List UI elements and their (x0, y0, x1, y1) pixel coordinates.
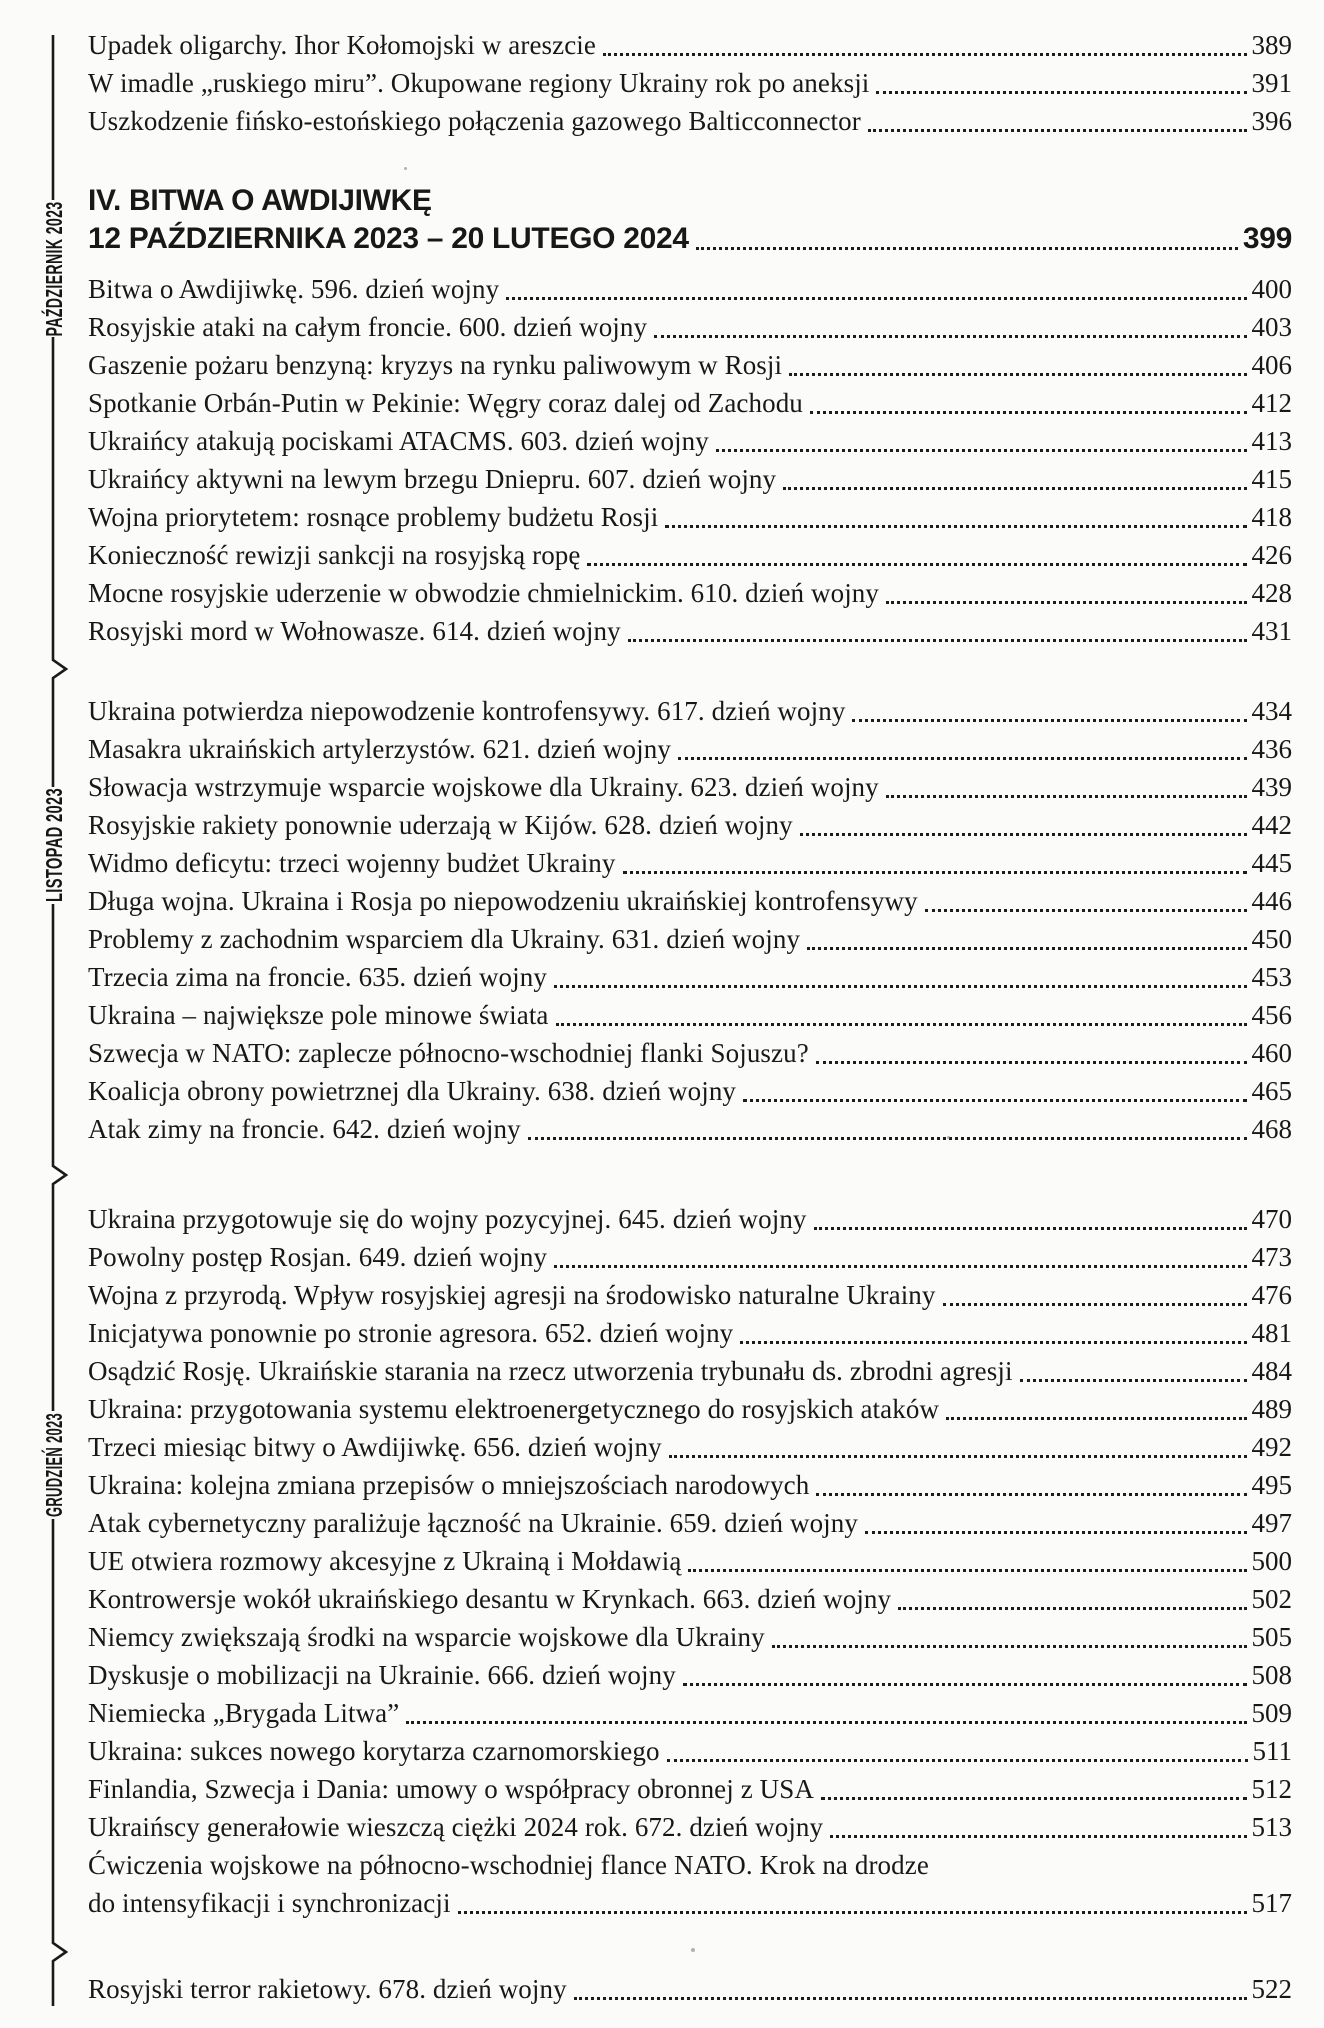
dot-leader (821, 1770, 1247, 1800)
entry-title: Ukraińcy aktywni na lewym brzegu Dniepru. 607. dzień wojny (88, 464, 777, 494)
toc-entry (88, 536, 1292, 574)
entry-title: Finlandia, Szwecja i Dania: umowy o współpracy obronnej z USA (88, 1774, 814, 1804)
dot-leader (772, 1618, 1247, 1648)
dot-leader (800, 806, 1247, 836)
entry-page: 445 (1251, 848, 1292, 878)
dot-leader (678, 730, 1247, 760)
dot-leader (683, 1656, 1247, 1686)
entry-page: 453 (1251, 962, 1292, 992)
toc-entry (88, 1970, 1292, 2008)
entry-title: Ukraina: kolejna zmiana przepisów o mniejszościach narodowych (88, 1470, 810, 1500)
entry-page: 415 (1251, 464, 1292, 494)
entry-title: Atak zimy na froncie. 642. dzień wojny (88, 1114, 521, 1144)
entry-page: 522 (1251, 1974, 1292, 2004)
toc-entry (88, 730, 1292, 768)
dot-leader (946, 1390, 1246, 1420)
toc-entry (88, 1110, 1292, 1148)
entry-title: W imadle „ruskiego miru”. Okupowane regiony Ukrainy rok po aneksji (88, 68, 870, 98)
entry-title: Wojna z przyrodą. Wpływ rosyjskiej agresji na środowisko naturalne Ukrainy (88, 1280, 936, 1310)
dot-leader (886, 768, 1247, 798)
dot-leader (665, 498, 1246, 528)
entry-page: 413 (1251, 426, 1292, 456)
entry-page: 517 (1251, 1888, 1292, 1918)
entry-title: Spotkanie Orbán-Putin w Pekinie: Węgry coraz dalej od Zachodu (88, 388, 803, 418)
entry-page: 412 (1251, 388, 1292, 418)
toc-entry-line2 (88, 1884, 1292, 1922)
entry-title: Inicjatywa ponownie po stronie agresora. 652. dzień wojny (88, 1318, 734, 1348)
toc-entry (88, 1238, 1292, 1276)
toc-entry (88, 346, 1292, 384)
toc-entry (88, 1390, 1292, 1428)
dot-leader (554, 1238, 1246, 1268)
entry-page: 492 (1251, 1432, 1292, 1462)
toc-entry (88, 768, 1292, 806)
toc-entry (88, 1428, 1292, 1466)
entry-title: Upadek oligarchy. Ihor Kołomojski w areszcie (88, 30, 596, 60)
entry-title: Ukraina przygotowuje się do wojny pozycyjnej. 645. dzień wojny (88, 1204, 807, 1234)
entry-page: 391 (1251, 68, 1292, 98)
dot-leader (740, 1314, 1246, 1344)
entry-page: 468 (1251, 1114, 1292, 1144)
toc-group-november (88, 692, 1292, 1148)
toc-entry (88, 1694, 1292, 1732)
entry-title: Gaszenie pożaru benzyną: kryzys na rynku paliwowym w Rosji (88, 350, 783, 380)
dot-leader (814, 1200, 1247, 1230)
dot-leader (816, 1466, 1246, 1496)
toc-entry (88, 574, 1292, 612)
entry-page: 476 (1251, 1280, 1292, 1310)
timeline-month-label: PAŹDZIERNIK 2023 (41, 118, 67, 337)
toc-entry (88, 1656, 1292, 1694)
toc-entry (88, 1732, 1292, 1770)
entry-title: Rosyjski terror rakietowy. 678. dzień wojny (88, 1974, 567, 2004)
toc-entry (88, 1314, 1292, 1352)
toc-group-december (88, 1200, 1292, 1922)
toc-entry (88, 1580, 1292, 1618)
entry-title: Widmo deficytu: trzeci wojenny budżet Ukrainy (88, 848, 616, 878)
entry-page: 500 (1251, 1546, 1292, 1576)
entry-page: 502 (1251, 1584, 1292, 1614)
timeline-month-label: LISTOPAD 2023 (41, 723, 67, 902)
toc-entry (88, 308, 1292, 346)
entry-title: Koalicja obrony powietrznej dla Ukrainy. 638. dzień wojny (88, 1076, 737, 1106)
entry-title: Atak cybernetyczny paraliżuje łączność na Ukrainie. 659. dzień wojny (88, 1508, 858, 1538)
scan-speck (404, 167, 407, 170)
dot-leader (628, 612, 1247, 642)
entry-title: Ukraińcy atakują pociskami ATACMS. 603. dzień wojny (88, 426, 709, 456)
dot-leader (574, 1970, 1247, 2000)
entry-title: Dyskusje o mobilizacji na Ukrainie. 666. dzień wojny (88, 1660, 676, 1690)
toc-entry (88, 1618, 1292, 1656)
dot-leader (807, 920, 1246, 950)
entry-page: 439 (1251, 772, 1292, 802)
entry-title: Rosyjskie ataki na całym froncie. 600. dzień wojny (88, 312, 648, 342)
dot-leader (868, 102, 1247, 132)
entry-page: 431 (1251, 616, 1292, 646)
toc-entry (88, 806, 1292, 844)
entry-title: Problemy z zachodnim wsparciem dla Ukrainy. 631. dzień wojny (88, 924, 801, 954)
dot-leader (876, 64, 1246, 94)
entry-page: 465 (1251, 1076, 1292, 1106)
dot-leader (406, 1694, 1246, 1724)
dot-leader (925, 882, 1247, 912)
entry-title: Konieczność rewizji sankcji na rosyjską ropę (88, 540, 581, 570)
dot-leader (556, 996, 1247, 1026)
toc-entry (88, 64, 1292, 102)
entry-page: 481 (1251, 1318, 1292, 1348)
toc-main (88, 26, 1292, 2008)
dot-leader (816, 1034, 1247, 1064)
dot-leader (830, 1808, 1246, 1838)
entry-page: 396 (1251, 106, 1292, 136)
entry-page: 497 (1251, 1508, 1292, 1538)
entry-title: Rosyjski mord w Wołnowasze. 614. dzień wojny (88, 616, 621, 646)
dot-leader (623, 844, 1247, 874)
entry-page: 513 (1251, 1812, 1292, 1842)
dot-leader (528, 1110, 1247, 1140)
toc-entry (88, 1770, 1292, 1808)
entry-title: Kontrowersje wokół ukraińskiego desantu w Krynkach. 663. dzień wojny (88, 1584, 892, 1614)
dot-leader (1020, 1352, 1247, 1382)
entry-page: 460 (1251, 1038, 1292, 1068)
section-page: 399 (1242, 222, 1292, 255)
entry-page: 428 (1251, 578, 1292, 608)
entry-title: Ćwiczenia wojskowe na północno-wschodniej flance NATO. Krok na drodze (88, 1850, 929, 1880)
entry-title: UE otwiera rozmowy akcesyjne z Ukrainą i Mołdawią (88, 1546, 682, 1576)
dot-leader (587, 536, 1246, 566)
toc-entry (88, 1808, 1292, 1846)
entry-title: Uszkodzenie fińsko-estońskiego połączenia gazowego Balticconnector (88, 106, 861, 136)
toc-entry (88, 612, 1292, 650)
toc-entry (88, 102, 1292, 140)
toc-entry (88, 882, 1292, 920)
toc-entry (88, 920, 1292, 958)
entry-title: Ukraina: sukces nowego korytarza czarnomorskiego (88, 1736, 660, 1766)
toc-group-october (88, 270, 1292, 650)
toc-entry (88, 498, 1292, 536)
toc-entry-line1 (88, 1846, 1292, 1884)
entry-page: 450 (1251, 924, 1292, 954)
entry-title: Słowacja wstrzymuje wsparcie wojskowe dla Ukrainy. 623. dzień wojny (88, 772, 879, 802)
entry-page: 389 (1251, 30, 1292, 60)
section-date-range: 12 PAŹDZIERNIKA 2023 – 20 LUTEGO 2024 (88, 222, 689, 255)
toc-entry (88, 692, 1292, 730)
entry-page: 400 (1251, 274, 1292, 304)
entry-page: 473 (1251, 1242, 1292, 1272)
dot-leader (852, 692, 1246, 722)
entry-title: Osądzić Rosję. Ukraińskie starania na rzecz utworzenia trybunału ds. zbrodni agresji (88, 1356, 1013, 1386)
entry-page: 489 (1251, 1394, 1292, 1424)
entry-title: do intensyfikacji i synchronizacji (88, 1888, 451, 1918)
dot-leader (554, 958, 1247, 988)
entry-page: 484 (1251, 1356, 1292, 1386)
dot-leader (865, 1504, 1247, 1534)
timeline-month-label: GRUDZIEŃ 2023 (41, 1332, 67, 1517)
entry-title: Powolny postęp Rosjan. 649. dzień wojny (88, 1242, 548, 1272)
entry-page: 406 (1251, 350, 1292, 380)
dot-leader (943, 1276, 1247, 1306)
entry-title: Niemcy zwiększają środki na wsparcie wojskowe dla Ukrainy (88, 1622, 765, 1652)
entry-title: Ukraina potwierdza niepowodzenie kontrofensywy. 617. dzień wojny (88, 696, 846, 726)
entry-page: 456 (1251, 1000, 1292, 1030)
entry-title: Długa wojna. Ukraina i Rosja po niepowodzeniu ukraińskiej kontrofensywy (88, 886, 918, 916)
scan-speck (691, 1948, 695, 1952)
dot-leader (810, 384, 1247, 414)
toc-entry (88, 26, 1292, 64)
entry-page: 470 (1251, 1204, 1292, 1234)
entry-title: Ukraińscy generałowie wieszczą ciężki 2024 rok. 672. dzień wojny (88, 1812, 824, 1842)
dot-leader (688, 1542, 1246, 1572)
toc-entry (88, 1352, 1292, 1390)
entry-title: Mocne rosyjskie uderzenie w obwodzie chmielnickim. 610. dzień wojny (88, 578, 879, 608)
toc-entry (88, 1200, 1292, 1238)
section-daterange-row (88, 220, 1292, 258)
entry-page: 505 (1251, 1622, 1292, 1652)
dot-leader (743, 1072, 1246, 1102)
entry-page: 426 (1251, 540, 1292, 570)
toc-group-intro (88, 26, 1292, 140)
entry-title: Trzeci miesiąc bitwy o Awdijiwkę. 656. dzień wojny (88, 1432, 662, 1462)
dot-leader (458, 1884, 1247, 1914)
entry-page: 511 (1252, 1736, 1292, 1766)
entry-title: Ukraina – największe pole minowe świata (88, 1000, 549, 1030)
entry-page: 442 (1251, 810, 1292, 840)
entry-page: 512 (1251, 1774, 1292, 1804)
entry-title: Bitwa o Awdijiwkę. 596. dzień wojny (88, 274, 500, 304)
dot-leader (669, 1428, 1247, 1458)
section-title-row (88, 182, 1292, 220)
dot-leader (898, 1580, 1246, 1610)
toc-entry (88, 460, 1292, 498)
toc-entry (88, 270, 1292, 308)
entry-page: 509 (1251, 1698, 1292, 1728)
toc-group-late-december (88, 1970, 1292, 2008)
toc-entry (88, 1504, 1292, 1542)
entry-page: 495 (1251, 1470, 1292, 1500)
month-timeline (0, 0, 92, 2028)
toc-entry (88, 1542, 1292, 1580)
toc-entry (88, 1466, 1292, 1504)
dot-leader (506, 270, 1246, 300)
dot-leader (789, 346, 1246, 376)
toc-entry (88, 1072, 1292, 1110)
entry-page: 446 (1251, 886, 1292, 916)
dot-leader (783, 460, 1246, 490)
dot-leader (654, 308, 1246, 338)
toc-entry (88, 384, 1292, 422)
entry-page: 403 (1251, 312, 1292, 342)
dot-leader (696, 220, 1238, 250)
section-title: IV. BITWA O AWDIJIWKĘ (88, 184, 432, 217)
section-heading (88, 182, 1292, 258)
dot-leader (667, 1732, 1248, 1762)
entry-title: Trzecia zima na froncie. 635. dzień wojny (88, 962, 547, 992)
toc-entry (88, 1276, 1292, 1314)
toc-entry (88, 844, 1292, 882)
entry-title: Rosyjskie rakiety ponownie uderzają w Kijów. 628. dzień wojny (88, 810, 793, 840)
scan-speck (947, 1136, 950, 1139)
entry-title: Masakra ukraińskich artylerzystów. 621. dzień wojny (88, 734, 671, 764)
entry-title: Niemiecka „Brygada Litwa” (88, 1698, 400, 1728)
entry-page: 418 (1251, 502, 1292, 532)
entry-title: Ukraina: przygotowania systemu elektroenergetycznego do rosyjskich ataków (88, 1394, 940, 1424)
entry-page: 434 (1251, 696, 1292, 726)
toc-entry (88, 996, 1292, 1034)
entry-title: Wojna priorytetem: rosnące problemy budżetu Rosji (88, 502, 659, 532)
toc-entry (88, 1034, 1292, 1072)
dot-leader (886, 574, 1247, 604)
entry-title: Szwecja w NATO: zaplecze północno-wschodniej flanki Sojuszu? (88, 1038, 809, 1068)
entry-page: 436 (1251, 734, 1292, 764)
toc-entry (88, 958, 1292, 996)
toc-entry (88, 422, 1292, 460)
dot-leader (716, 422, 1247, 452)
entry-page: 508 (1251, 1660, 1292, 1690)
dot-leader (603, 26, 1247, 56)
